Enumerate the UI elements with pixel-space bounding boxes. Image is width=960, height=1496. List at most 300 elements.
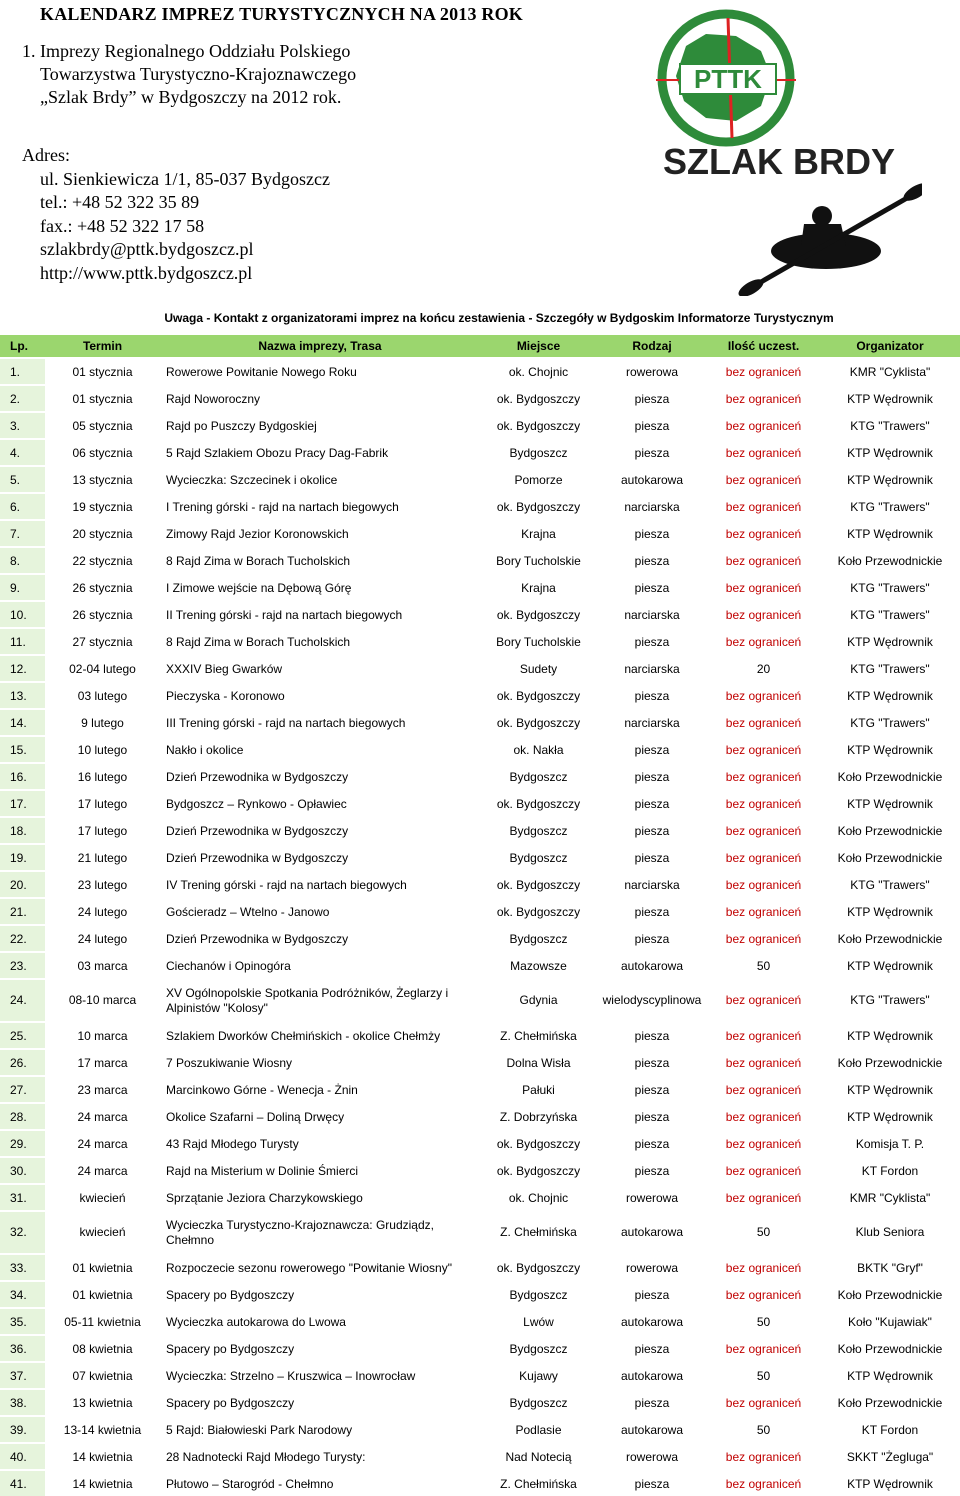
cell-organizator: KTG "Trawers" <box>820 493 960 520</box>
cell-miejsce: Bory Tucholskie <box>480 547 597 574</box>
cell-lp: 3. <box>0 412 45 439</box>
cell-termin: 22 stycznia <box>45 547 160 574</box>
cell-rodzaj: narciarska <box>597 709 707 736</box>
cell-termin: 01 stycznia <box>45 358 160 385</box>
cell-rodzaj: piesza <box>597 817 707 844</box>
table-row <box>0 385 960 412</box>
cell-organizator: KTP Wędrownik <box>820 898 960 925</box>
cell-rodzaj: piesza <box>597 385 707 412</box>
col-header-rodzaj: Rodzaj <box>597 335 707 358</box>
cell-lp: 9. <box>0 574 45 601</box>
table-row <box>0 1470 960 1496</box>
cell-lp: 38. <box>0 1389 45 1416</box>
cell-rodzaj: rowerowa <box>597 1254 707 1281</box>
cell-rodzaj: piesza <box>597 439 707 466</box>
table-row <box>0 1211 960 1254</box>
cell-rodzaj: piesza <box>597 1049 707 1076</box>
cell-ilosc: bez ograniceń <box>707 1049 820 1076</box>
cell-nazwa: 5 Rajd Szlakiem Obozu Pracy Dag-Fabrik <box>160 439 480 466</box>
cell-nazwa: Dzień Przewodnika w Bydgoszczy <box>160 817 480 844</box>
table-row <box>0 682 960 709</box>
table-row <box>0 1308 960 1335</box>
cell-nazwa: Ciechanów i Opinogóra <box>160 952 480 979</box>
cell-termin: 13 stycznia <box>45 466 160 493</box>
cell-lp: 39. <box>0 1416 45 1443</box>
cell-organizator: KTP Wędrownik <box>820 439 960 466</box>
cell-rodzaj: rowerowa <box>597 1443 707 1470</box>
cell-termin: 01 stycznia <box>45 385 160 412</box>
cell-termin: 01 kwietnia <box>45 1254 160 1281</box>
table-body <box>0 358 960 1496</box>
table-row <box>0 1335 960 1362</box>
table-row <box>0 817 960 844</box>
cell-lp: 17. <box>0 790 45 817</box>
cell-miejsce: Bydgoszcz <box>480 925 597 952</box>
contact-note: Uwaga - Kontakt z organizatorami imprez na końcu zestawienia - Szczegóły w Bydgoskim Informatorze Turystycznym <box>164 311 834 325</box>
cell-organizator: Koło Przewodnickie <box>820 763 960 790</box>
cell-lp: 14. <box>0 709 45 736</box>
cell-rodzaj: piesza <box>597 1281 707 1308</box>
cell-nazwa: Gościeradz – Wtelno - Janowo <box>160 898 480 925</box>
cell-miejsce: ok. Chojnic <box>480 1184 597 1211</box>
cell-termin: 13 kwietnia <box>45 1389 160 1416</box>
cell-nazwa: Marcinkowo Górne - Wenecja - Żnin <box>160 1076 480 1103</box>
table-row <box>0 1254 960 1281</box>
cell-termin: 19 stycznia <box>45 493 160 520</box>
cell-nazwa: Rowerowe Powitanie Nowego Roku <box>160 358 480 385</box>
table-row <box>0 709 960 736</box>
cell-rodzaj: piesza <box>597 547 707 574</box>
cell-rodzaj: piesza <box>597 628 707 655</box>
cell-miejsce: Bydgoszcz <box>480 1335 597 1362</box>
cell-lp: 19. <box>0 844 45 871</box>
col-header-lp: Lp. <box>0 335 45 358</box>
cell-nazwa: Płutowo – Starogród - Chełmno <box>160 1470 480 1496</box>
cell-rodzaj: piesza <box>597 1470 707 1496</box>
cell-ilosc: bez ograniceń <box>707 1443 820 1470</box>
cell-nazwa: Rajd Noworoczny <box>160 385 480 412</box>
address-label: Adres: <box>22 145 70 165</box>
cell-nazwa: Dzień Przewodnika w Bydgoszczy <box>160 763 480 790</box>
cell-nazwa: Okolice Szafarni – Doliną Drwęcy <box>160 1103 480 1130</box>
cell-lp: 33. <box>0 1254 45 1281</box>
cell-rodzaj: piesza <box>597 412 707 439</box>
cell-rodzaj: piesza <box>597 736 707 763</box>
cell-ilosc: bez ograniceń <box>707 1103 820 1130</box>
page-title: KALENDARZ IMPREZ TURYSTYCZNYCH NA 2013 ROK <box>40 4 523 24</box>
cell-miejsce: Kujawy <box>480 1362 597 1389</box>
cell-miejsce: Bydgoszcz <box>480 439 597 466</box>
address-street: ul. Sienkiewicza 1/1, 85-037 Bydgoszcz <box>40 168 330 189</box>
table-row <box>0 1130 960 1157</box>
cell-organizator: KTP Wędrownik <box>820 790 960 817</box>
cell-termin: 06 stycznia <box>45 439 160 466</box>
table-row <box>0 790 960 817</box>
cell-organizator: KTP Wędrownik <box>820 1103 960 1130</box>
table-row <box>0 412 960 439</box>
cell-lp: 13. <box>0 682 45 709</box>
cell-miejsce: ok. Bydgoszczy <box>480 709 597 736</box>
cell-termin: 24 lutego <box>45 925 160 952</box>
table-row <box>0 1281 960 1308</box>
cell-miejsce: Mazowsze <box>480 952 597 979</box>
cell-miejsce: ok. Bydgoszczy <box>480 1157 597 1184</box>
cell-miejsce: Lwów <box>480 1308 597 1335</box>
cell-organizator: Koło Przewodnickie <box>820 1389 960 1416</box>
cell-ilosc: bez ograniceń <box>707 898 820 925</box>
table-row <box>0 574 960 601</box>
cell-nazwa: Szlakiem Dworków Chełmińskich - okolice Chełmży <box>160 1022 480 1049</box>
cell-miejsce: ok. Bydgoszczy <box>480 1130 597 1157</box>
table-row <box>0 1157 960 1184</box>
cell-lp: 1. <box>0 358 45 385</box>
cell-miejsce: ok. Nakła <box>480 736 597 763</box>
table-row <box>0 844 960 871</box>
table-row <box>0 871 960 898</box>
cell-lp: 28. <box>0 1103 45 1130</box>
cell-nazwa: Wycieczka autokarowa do Lwowa <box>160 1308 480 1335</box>
cell-termin: 24 marca <box>45 1103 160 1130</box>
cell-miejsce: ok. Bydgoszczy <box>480 493 597 520</box>
table-row <box>0 952 960 979</box>
events-table <box>0 335 960 1496</box>
table-row <box>0 655 960 682</box>
cell-lp: 4. <box>0 439 45 466</box>
cell-rodzaj: piesza <box>597 1076 707 1103</box>
cell-nazwa: Spacery po Bydgoszczy <box>160 1389 480 1416</box>
cell-termin: 26 stycznia <box>45 574 160 601</box>
cell-ilosc: bez ograniceń <box>707 493 820 520</box>
cell-miejsce: ok. Bydgoszczy <box>480 1254 597 1281</box>
pttk-szlak-brdy-logo <box>636 6 922 296</box>
cell-organizator: Koło Przewodnickie <box>820 925 960 952</box>
cell-rodzaj: piesza <box>597 898 707 925</box>
cell-rodzaj: autokarowa <box>597 1362 707 1389</box>
cell-nazwa: Wycieczka: Strzelno – Kruszwica – Inowrocław <box>160 1362 480 1389</box>
cell-miejsce: Gdynia <box>480 979 597 1022</box>
cell-organizator: KT Fordon <box>820 1157 960 1184</box>
cell-ilosc: 50 <box>707 1362 820 1389</box>
cell-nazwa: 5 Rajd: Białowieski Park Narodowy <box>160 1416 480 1443</box>
cell-rodzaj: rowerowa <box>597 358 707 385</box>
cell-organizator: KTG "Trawers" <box>820 871 960 898</box>
cell-organizator: KTG "Trawers" <box>820 601 960 628</box>
cell-nazwa: III Trening górski - rajd na nartach biegowych <box>160 709 480 736</box>
col-header-organizator: Organizator <box>820 335 960 358</box>
table-row <box>0 520 960 547</box>
cell-rodzaj: piesza <box>597 1157 707 1184</box>
cell-nazwa: Rozpoczecie sezonu rowerowego "Powitanie Wiosny" <box>160 1254 480 1281</box>
cell-ilosc: bez ograniceń <box>707 358 820 385</box>
cell-miejsce: ok. Bydgoszczy <box>480 601 597 628</box>
cell-miejsce: Bydgoszcz <box>480 817 597 844</box>
cell-termin: 23 lutego <box>45 871 160 898</box>
table-row <box>0 1103 960 1130</box>
cell-ilosc: 50 <box>707 952 820 979</box>
cell-termin: 13-14 kwietnia <box>45 1416 160 1443</box>
address-website: http://www.pttk.bydgoszcz.pl <box>40 262 253 283</box>
cell-ilosc: bez ograniceń <box>707 709 820 736</box>
cell-termin: 01 kwietnia <box>45 1281 160 1308</box>
address-fax: fax.: +48 52 322 17 58 <box>40 215 205 236</box>
cell-ilosc: bez ograniceń <box>707 520 820 547</box>
cell-nazwa: 8 Rajd Zima w Borach Tucholskich <box>160 628 480 655</box>
cell-termin: 23 marca <box>45 1076 160 1103</box>
cell-lp: 31. <box>0 1184 45 1211</box>
table-row <box>0 466 960 493</box>
cell-rodzaj: piesza <box>597 1103 707 1130</box>
cell-nazwa: II Trening górski - rajd na nartach biegowych <box>160 601 480 628</box>
cell-ilosc: bez ograniceń <box>707 412 820 439</box>
cell-miejsce: Pomorze <box>480 466 597 493</box>
cell-miejsce: Bydgoszcz <box>480 844 597 871</box>
cell-miejsce: Bory Tucholskie <box>480 628 597 655</box>
cell-organizator: KTP Wędrownik <box>820 628 960 655</box>
cell-miejsce: Podlasie <box>480 1416 597 1443</box>
cell-ilosc: bez ograniceń <box>707 925 820 952</box>
cell-rodzaj: narciarska <box>597 871 707 898</box>
logo-text-pttk: PTTK <box>694 64 762 94</box>
cell-nazwa: Rajd na Misterium w Dolinie Śmierci <box>160 1157 480 1184</box>
cell-lp: 11. <box>0 628 45 655</box>
col-header-termin: Termin <box>45 335 160 358</box>
cell-lp: 20. <box>0 871 45 898</box>
table-row <box>0 1049 960 1076</box>
cell-nazwa: 43 Rajd Młodego Turysty <box>160 1130 480 1157</box>
col-header-nazwa: Nazwa imprezy, Trasa <box>160 335 480 358</box>
cell-lp: 36. <box>0 1335 45 1362</box>
cell-nazwa: Dzień Przewodnika w Bydgoszczy <box>160 844 480 871</box>
cell-organizator: Koło Przewodnickie <box>820 1281 960 1308</box>
cell-lp: 10. <box>0 601 45 628</box>
cell-miejsce: Z. Chełmińska <box>480 1211 597 1254</box>
cell-rodzaj: autokarowa <box>597 1416 707 1443</box>
cell-organizator: KTP Wędrownik <box>820 520 960 547</box>
cell-rodzaj: rowerowa <box>597 1184 707 1211</box>
cell-ilosc: bez ograniceń <box>707 547 820 574</box>
table-row <box>0 1389 960 1416</box>
cell-rodzaj: piesza <box>597 1130 707 1157</box>
cell-lp: 7. <box>0 520 45 547</box>
cell-ilosc: 20 <box>707 655 820 682</box>
cell-ilosc: bez ograniceń <box>707 574 820 601</box>
cell-lp: 15. <box>0 736 45 763</box>
cell-termin: 07 kwietnia <box>45 1362 160 1389</box>
cell-organizator: Koło Przewodnickie <box>820 1049 960 1076</box>
cell-termin: 03 marca <box>45 952 160 979</box>
table-row <box>0 601 960 628</box>
cell-miejsce: Bydgoszcz <box>480 763 597 790</box>
cell-termin: 08-10 marca <box>45 979 160 1022</box>
cell-rodzaj: piesza <box>597 520 707 547</box>
cell-lp: 29. <box>0 1130 45 1157</box>
cell-nazwa: 8 Rajd Zima w Borach Tucholskich <box>160 547 480 574</box>
cell-ilosc: bez ograniceń <box>707 1130 820 1157</box>
cell-rodzaj: piesza <box>597 1389 707 1416</box>
cell-lp: 34. <box>0 1281 45 1308</box>
cell-termin: 10 marca <box>45 1022 160 1049</box>
cell-nazwa: Wycieczka Turystyczno-Krajoznawcza: Grudziądz, Chełmno <box>160 1211 480 1254</box>
cell-nazwa: Nakło i okolice <box>160 736 480 763</box>
cell-termin: 24 marca <box>45 1157 160 1184</box>
cell-ilosc: bez ograniceń <box>707 1281 820 1308</box>
cell-rodzaj: piesza <box>597 1335 707 1362</box>
cell-lp: 5. <box>0 466 45 493</box>
table-row <box>0 493 960 520</box>
cell-miejsce: Z. Chełmińska <box>480 1470 597 1496</box>
cell-nazwa: 7 Poszukiwanie Wiosny <box>160 1049 480 1076</box>
cell-organizator: Koło Przewodnickie <box>820 547 960 574</box>
cell-ilosc: 50 <box>707 1416 820 1443</box>
cell-miejsce: Pałuki <box>480 1076 597 1103</box>
cell-lp: 35. <box>0 1308 45 1335</box>
cell-nazwa: Sprzątanie Jeziora Charzykowskiego <box>160 1184 480 1211</box>
cell-termin: 20 stycznia <box>45 520 160 547</box>
cell-miejsce: Krajna <box>480 520 597 547</box>
table-row <box>0 1022 960 1049</box>
cell-organizator: Koło Przewodnickie <box>820 1335 960 1362</box>
col-header-ilosc: Ilość uczest. <box>707 335 820 358</box>
cell-miejsce: ok. Bydgoszczy <box>480 385 597 412</box>
cell-termin: kwiecień <box>45 1211 160 1254</box>
cell-organizator: KTP Wędrownik <box>820 736 960 763</box>
cell-nazwa: Zimowy Rajd Jezior Koronowskich <box>160 520 480 547</box>
cell-termin: 27 stycznia <box>45 628 160 655</box>
cell-ilosc: bez ograniceń <box>707 763 820 790</box>
cell-organizator: SKKT "Żegluga" <box>820 1443 960 1470</box>
col-header-miejsce: Miejsce <box>480 335 597 358</box>
cell-organizator: KTP Wędrownik <box>820 385 960 412</box>
cell-lp: 22. <box>0 925 45 952</box>
cell-lp: 30. <box>0 1157 45 1184</box>
logo-text-szlak-brdy: SZLAK BRDY <box>663 141 895 182</box>
cell-rodzaj: piesza <box>597 844 707 871</box>
org-line-2: Towarzystwa Turystyczno-Krajoznawczego <box>40 64 357 84</box>
cell-miejsce: Krajna <box>480 574 597 601</box>
cell-lp: 2. <box>0 385 45 412</box>
cell-organizator: Koło Przewodnickie <box>820 844 960 871</box>
cell-termin: 10 lutego <box>45 736 160 763</box>
cell-ilosc: bez ograniceń <box>707 601 820 628</box>
cell-organizator: BKTK "Gryf" <box>820 1254 960 1281</box>
cell-lp: 26. <box>0 1049 45 1076</box>
cell-ilosc: 50 <box>707 1308 820 1335</box>
cell-ilosc: bez ograniceń <box>707 871 820 898</box>
cell-termin: 05-11 kwietnia <box>45 1308 160 1335</box>
cell-termin: 24 lutego <box>45 898 160 925</box>
cell-ilosc: bez ograniceń <box>707 628 820 655</box>
cell-miejsce: Sudety <box>480 655 597 682</box>
cell-ilosc: bez ograniceń <box>707 790 820 817</box>
address-phone: tel.: +48 52 322 35 89 <box>40 192 200 212</box>
cell-ilosc: 50 <box>707 1211 820 1254</box>
cell-rodzaj: piesza <box>597 763 707 790</box>
cell-miejsce: ok. Bydgoszczy <box>480 682 597 709</box>
cell-organizator: KTP Wędrownik <box>820 952 960 979</box>
cell-termin: 02-04 lutego <box>45 655 160 682</box>
cell-organizator: KMR "Cyklista" <box>820 1184 960 1211</box>
cell-nazwa: XXXIV Bieg Gwarków <box>160 655 480 682</box>
table-row <box>0 1184 960 1211</box>
cell-lp: 8. <box>0 547 45 574</box>
cell-lp: 18. <box>0 817 45 844</box>
cell-nazwa: 28 Nadnotecki Rajd Młodego Turysty: <box>160 1443 480 1470</box>
cell-nazwa: Bydgoszcz – Rynkowo - Opławiec <box>160 790 480 817</box>
cell-lp: 12. <box>0 655 45 682</box>
cell-organizator: KTP Wędrownik <box>820 1022 960 1049</box>
cell-rodzaj: wielodyscyplinowa <box>597 979 707 1022</box>
cell-termin: 24 marca <box>45 1130 160 1157</box>
cell-termin: 21 lutego <box>45 844 160 871</box>
cell-rodzaj: autokarowa <box>597 466 707 493</box>
table-row <box>0 358 960 385</box>
table-row <box>0 1416 960 1443</box>
org-number: 1. <box>22 41 36 61</box>
cell-termin: 26 stycznia <box>45 601 160 628</box>
organizer-block <box>22 40 356 109</box>
cell-termin: 14 kwietnia <box>45 1470 160 1496</box>
cell-organizator: KTG "Trawers" <box>820 412 960 439</box>
cell-organizator: KTP Wędrownik <box>820 466 960 493</box>
cell-ilosc: bez ograniceń <box>707 682 820 709</box>
cell-ilosc: bez ograniceń <box>707 1157 820 1184</box>
table-row <box>0 439 960 466</box>
cell-miejsce: ok. Bydgoszczy <box>480 871 597 898</box>
cell-organizator: Klub Seniora <box>820 1211 960 1254</box>
table-row <box>0 925 960 952</box>
org-line-1: 1. Imprezy Regionalnego Oddziału Polskiego <box>22 41 351 61</box>
cell-lp: 21. <box>0 898 45 925</box>
cell-lp: 24. <box>0 979 45 1022</box>
cell-nazwa: I Zimowe wejście na Dębową Górę <box>160 574 480 601</box>
cell-ilosc: bez ograniceń <box>707 439 820 466</box>
table-header-row <box>0 335 960 358</box>
cell-ilosc: bez ograniceń <box>707 466 820 493</box>
cell-rodzaj: narciarska <box>597 655 707 682</box>
cell-miejsce: ok. Chojnic <box>480 358 597 385</box>
cell-organizator: Koło "Kujawiak" <box>820 1308 960 1335</box>
cell-nazwa: Spacery po Bydgoszczy <box>160 1335 480 1362</box>
cell-rodzaj: narciarska <box>597 493 707 520</box>
cell-ilosc: bez ograniceń <box>707 979 820 1022</box>
cell-ilosc: bez ograniceń <box>707 1389 820 1416</box>
cell-organizator: Komisja T. P. <box>820 1130 960 1157</box>
cell-organizator: KTP Wędrownik <box>820 1362 960 1389</box>
cell-nazwa: Dzień Przewodnika w Bydgoszczy <box>160 925 480 952</box>
cell-miejsce: Dolna Wisła <box>480 1049 597 1076</box>
cell-lp: 32. <box>0 1211 45 1254</box>
cell-organizator: KT Fordon <box>820 1416 960 1443</box>
cell-lp: 23. <box>0 952 45 979</box>
cell-ilosc: bez ograniceń <box>707 1470 820 1496</box>
cell-nazwa: IV Trening górski - rajd na nartach biegowych <box>160 871 480 898</box>
cell-ilosc: bez ograniceń <box>707 1076 820 1103</box>
cell-miejsce: Z. Dobrzyńska <box>480 1103 597 1130</box>
cell-ilosc: bez ograniceń <box>707 736 820 763</box>
cell-rodzaj: piesza <box>597 1022 707 1049</box>
cell-rodzaj: autokarowa <box>597 1308 707 1335</box>
table-row <box>0 1076 960 1103</box>
cell-organizator: KTP Wędrownik <box>820 682 960 709</box>
cell-termin: 9 lutego <box>45 709 160 736</box>
cell-miejsce: Bydgoszcz <box>480 1281 597 1308</box>
cell-ilosc: bez ograniceń <box>707 1335 820 1362</box>
cell-miejsce: ok. Bydgoszczy <box>480 412 597 439</box>
cell-nazwa: Spacery po Bydgoszczy <box>160 1281 480 1308</box>
table-row <box>0 547 960 574</box>
cell-rodzaj: piesza <box>597 682 707 709</box>
cell-ilosc: bez ograniceń <box>707 817 820 844</box>
